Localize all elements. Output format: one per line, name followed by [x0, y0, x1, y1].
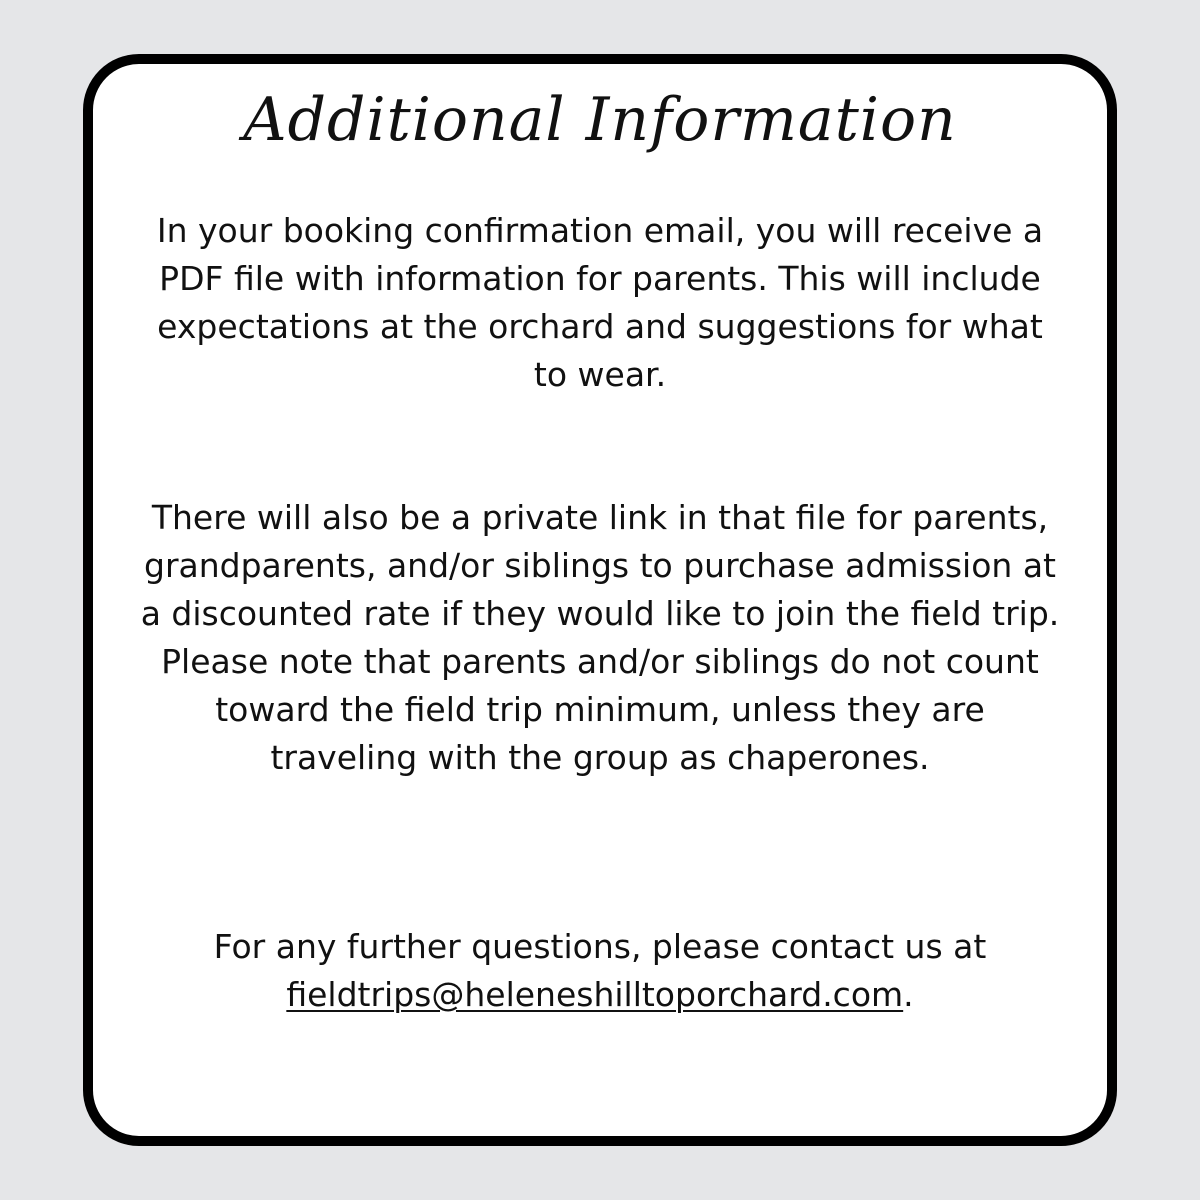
booking-confirmation-paragraph: In your booking confirmation email, you will receive a PDF file with information for parents. This will include expectations at the orchard and suggestions for what to wear. [156, 211, 1044, 394]
contact-paragraph [140, 923, 1060, 1019]
contact-email-link[interactable]: fieldtrips@heleneshilltoporchard.com [286, 975, 904, 1014]
private-link-paragraph: There will also be a private link in that file for parents, grandparents, and/or siblings to purchase admission at a discounted rate if they would like to join the field trip. Please note that parents and/or siblings do not count toward the field trip minimum, unless they are traveling with the group as chaperones. [140, 498, 1060, 777]
page-title: Additional Information [243, 85, 957, 155]
contact-trailing-period: . [903, 975, 914, 1014]
contact-text: For any further questions, please contact us at [213, 927, 987, 966]
